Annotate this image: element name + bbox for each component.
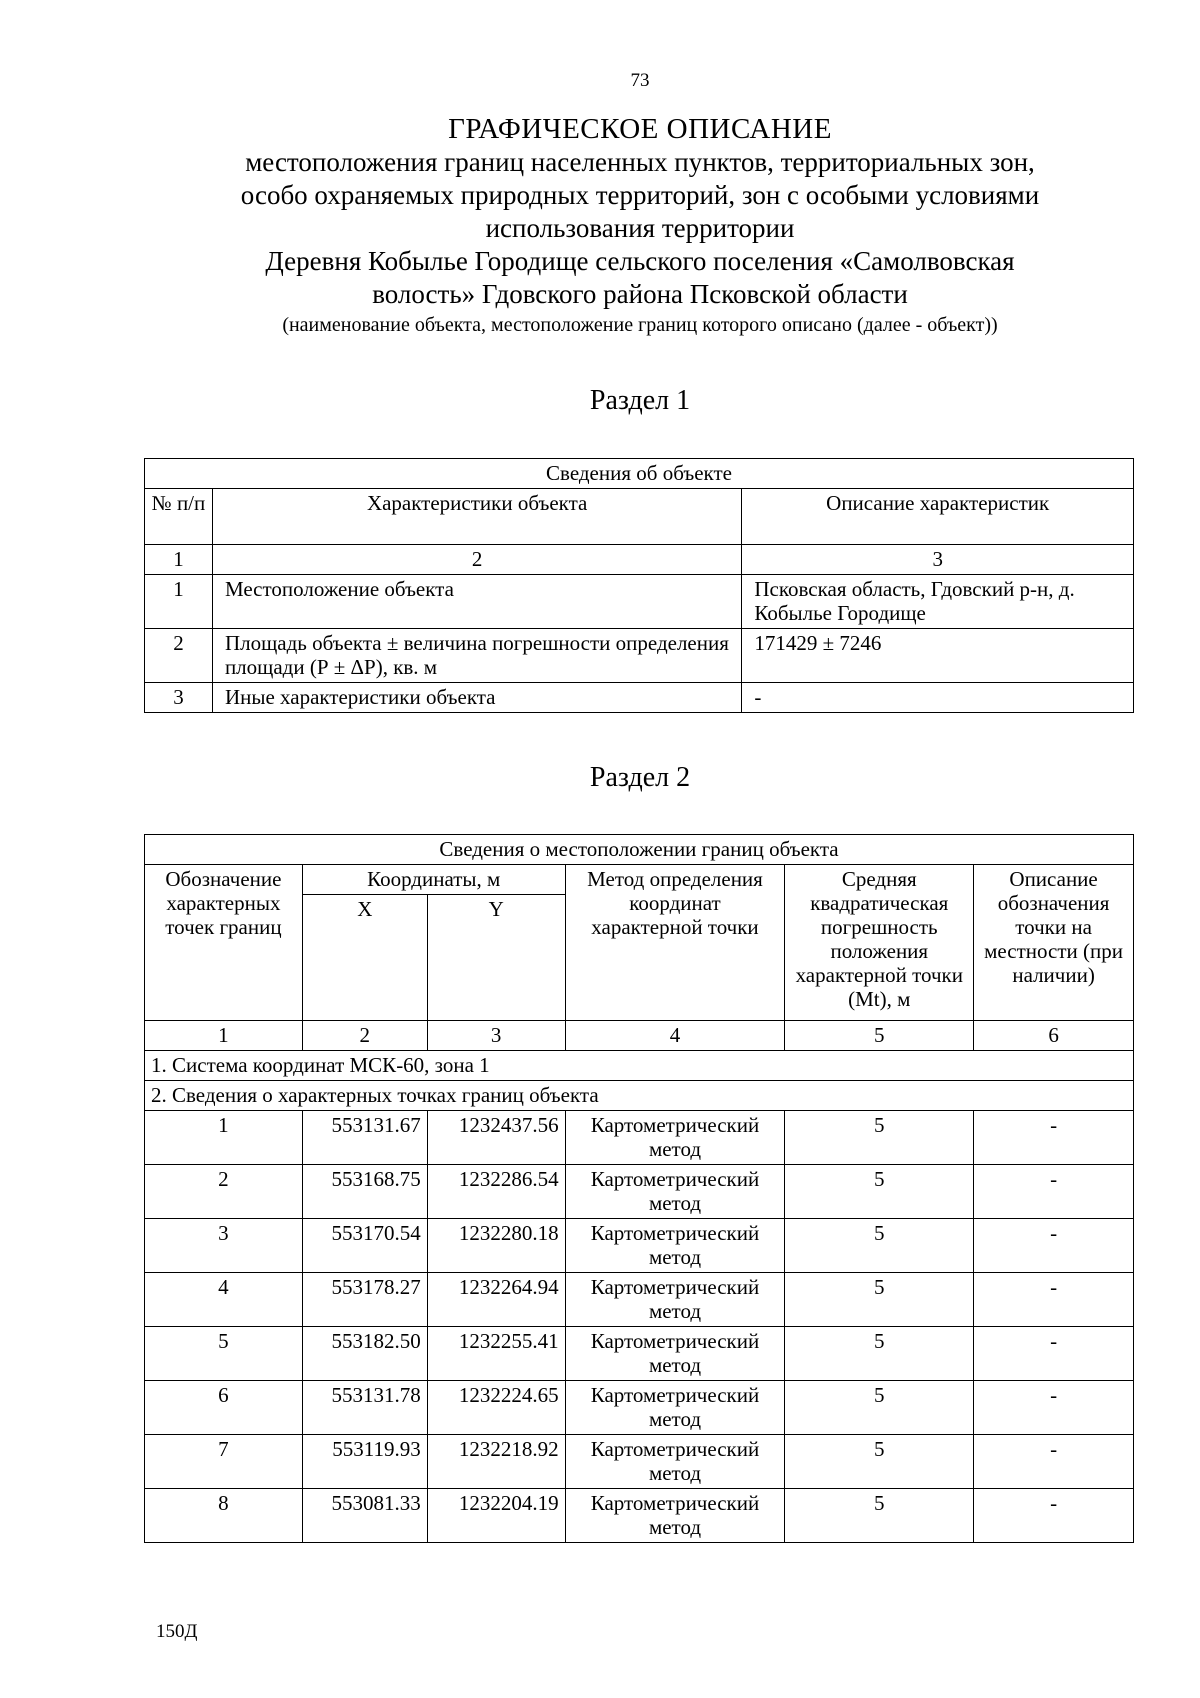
title-line: Деревня Кобылье Городище сельского поселения «Самолвовская <box>265 246 1015 276</box>
table-row <box>145 629 1134 683</box>
row-name: Иные характеристики объекта <box>212 683 741 713</box>
header-description: Описание характеристик <box>742 489 1134 545</box>
header-y: Y <box>427 895 565 1021</box>
table-row <box>145 1165 1134 1219</box>
coord-x: 553170.54 <box>302 1219 427 1273</box>
col-number: 3 <box>742 545 1134 575</box>
method: Картометрический метод <box>565 1381 785 1435</box>
table-row <box>145 1327 1134 1381</box>
coord-y: 1232264.94 <box>427 1273 565 1327</box>
system-row <box>145 1051 1134 1081</box>
coord-y: 1232204.19 <box>427 1489 565 1543</box>
coord-x: 553178.27 <box>302 1273 427 1327</box>
header-desc: Описание обозначения точки на местности (при наличии) <box>974 865 1134 1021</box>
coord-y: 1232286.54 <box>427 1165 565 1219</box>
coord-x: 553182.50 <box>302 1327 427 1381</box>
header-coords: Координаты, м <box>302 865 565 895</box>
coord-x: 553081.33 <box>302 1489 427 1543</box>
coord-x: 553119.93 <box>302 1435 427 1489</box>
method: Картометрический метод <box>565 1165 785 1219</box>
point-number: 4 <box>145 1273 303 1327</box>
point-desc: - <box>974 1435 1134 1489</box>
title-line: особо охраняемых природных территорий, зон с особыми условиями <box>240 180 1040 210</box>
coordinate-system: 1. Система координат МСК-60, зона 1 <box>145 1051 1134 1081</box>
points-heading-row <box>145 1081 1134 1111</box>
row-num: 3 <box>145 683 213 713</box>
error: 5 <box>785 1219 974 1273</box>
table-row <box>145 1489 1134 1543</box>
point-desc: - <box>974 1489 1134 1543</box>
title-line: использования территории <box>485 213 795 243</box>
method: Картометрический метод <box>565 1327 785 1381</box>
error: 5 <box>785 1273 974 1327</box>
method: Картометрический метод <box>565 1219 785 1273</box>
col-number: 4 <box>565 1021 785 1051</box>
coord-y: 1232224.65 <box>427 1381 565 1435</box>
error: 5 <box>785 1165 974 1219</box>
table-row <box>145 1435 1134 1489</box>
point-number: 5 <box>145 1327 303 1381</box>
header-error: Средняя квадратическая погрешность положения характерной точки (Мt), м <box>785 865 974 1021</box>
row-desc: Псковская область, Гдовский р-н, д. Кобылье Городище <box>742 575 1134 629</box>
table-row <box>145 683 1134 713</box>
header-point: Обозначение характерных точек границ <box>145 865 303 1021</box>
col-number: 6 <box>974 1021 1134 1051</box>
col-number: 2 <box>302 1021 427 1051</box>
title-line: волость» Гдовского района Псковской области <box>372 279 908 309</box>
table-title: Сведения о местоположении границ объекта <box>145 835 1134 865</box>
title-note: (наименование объекта, местоположение границ которого описано (далее - объект)) <box>282 314 998 336</box>
table-row <box>145 1381 1134 1435</box>
coord-y: 1232218.92 <box>427 1435 565 1489</box>
table-title: Сведения об объекте <box>145 459 1134 489</box>
row-num: 2 <box>145 629 213 683</box>
page-number: 73 <box>630 70 650 91</box>
point-number: 6 <box>145 1381 303 1435</box>
table-row <box>145 1111 1134 1165</box>
point-desc: - <box>974 1327 1134 1381</box>
col-number: 3 <box>427 1021 565 1051</box>
col-number: 1 <box>145 545 213 575</box>
col-number: 1 <box>145 1021 303 1051</box>
col-number: 5 <box>785 1021 974 1051</box>
point-number: 1 <box>145 1111 303 1165</box>
header-row <box>145 489 1134 545</box>
coord-y: 1232280.18 <box>427 1219 565 1273</box>
title-line: местоположения границ населенных пунктов, территориальных зон, <box>245 147 1035 177</box>
error: 5 <box>785 1435 974 1489</box>
table-row <box>145 1219 1134 1273</box>
point-number: 3 <box>145 1219 303 1273</box>
points-heading: 2. Сведения о характерных точках границ объекта <box>145 1081 1134 1111</box>
point-desc: - <box>974 1273 1134 1327</box>
point-number: 8 <box>145 1489 303 1543</box>
document-title <box>0 112 1200 339</box>
header-method: Метод определения координат характерной точки <box>565 865 785 1021</box>
footer-code: 150Д <box>156 1621 198 1642</box>
title-main: ГРАФИЧЕСКОЕ ОПИСАНИЕ <box>448 113 832 145</box>
row-name: Местоположение объекта <box>212 575 741 629</box>
section1-heading: Раздел 1 <box>589 385 691 416</box>
col-number: 2 <box>212 545 741 575</box>
error: 5 <box>785 1327 974 1381</box>
section2-heading: Раздел 2 <box>589 762 691 793</box>
table-row <box>145 1273 1134 1327</box>
row-desc: - <box>742 683 1134 713</box>
point-desc: - <box>974 1165 1134 1219</box>
table-row <box>145 575 1134 629</box>
coord-x: 553131.78 <box>302 1381 427 1435</box>
point-desc: - <box>974 1111 1134 1165</box>
header-num: № п/п <box>145 489 213 545</box>
coord-y: 1232255.41 <box>427 1327 565 1381</box>
method: Картометрический метод <box>565 1111 785 1165</box>
boundary-points-table <box>144 834 1134 1543</box>
header-row <box>145 865 1134 895</box>
error: 5 <box>785 1381 974 1435</box>
row-desc: 171429 ± 7246 <box>742 629 1134 683</box>
column-numbers-row <box>145 1021 1134 1051</box>
point-number: 7 <box>145 1435 303 1489</box>
coord-x: 553168.75 <box>302 1165 427 1219</box>
method: Картометрический метод <box>565 1273 785 1327</box>
table-title-row <box>145 835 1134 865</box>
object-info-table <box>144 458 1134 713</box>
header-x: X <box>302 895 427 1021</box>
table-title-row <box>145 459 1134 489</box>
error: 5 <box>785 1489 974 1543</box>
coord-x: 553131.67 <box>302 1111 427 1165</box>
point-number: 2 <box>145 1165 303 1219</box>
method: Картометрический метод <box>565 1489 785 1543</box>
coord-y: 1232437.56 <box>427 1111 565 1165</box>
row-num: 1 <box>145 575 213 629</box>
method: Картометрический метод <box>565 1435 785 1489</box>
row-name: Площадь объекта ± величина погрешности определения площади (Р ± ΔР), кв. м <box>212 629 741 683</box>
column-numbers-row <box>145 545 1134 575</box>
header-characteristics: Характеристики объекта <box>212 489 741 545</box>
point-desc: - <box>974 1381 1134 1435</box>
point-desc: - <box>974 1219 1134 1273</box>
error: 5 <box>785 1111 974 1165</box>
